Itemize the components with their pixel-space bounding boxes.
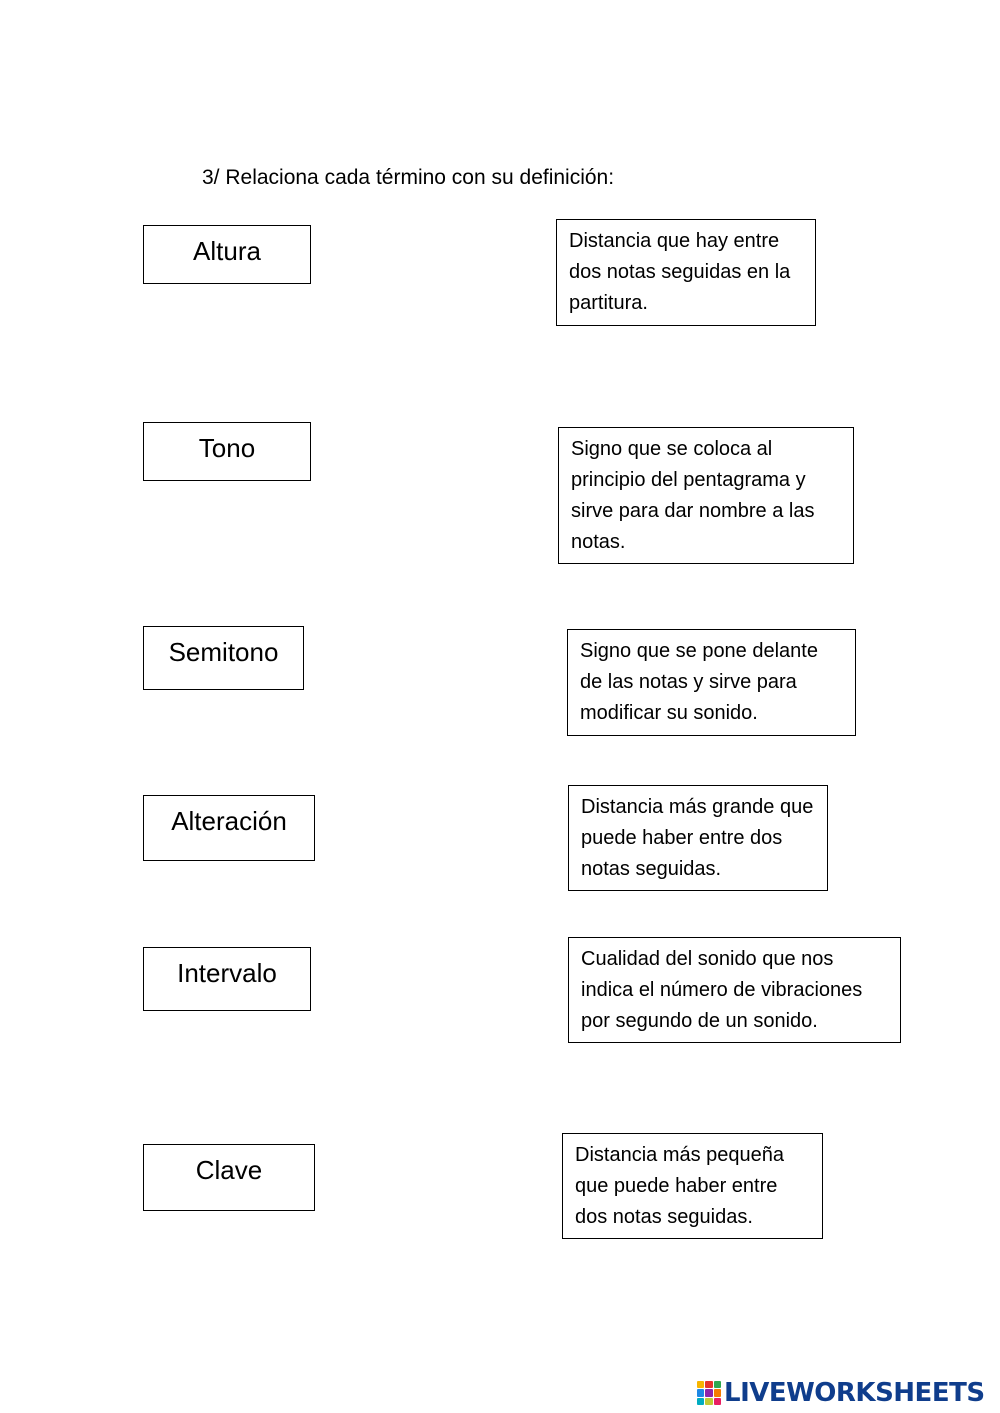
logo-icon-cell (697, 1398, 704, 1405)
logo-text: LIVEWORKSHEETS (724, 1378, 985, 1408)
logo-icon-cell (697, 1381, 704, 1388)
liveworksheets-logo (697, 1376, 985, 1410)
definition-box-distancia-mas-grande[interactable]: Distancia más grande que puede haber entre dos notas seguidas. (568, 785, 828, 891)
logo-icon-cell (714, 1398, 721, 1405)
logo-icon-cell (705, 1381, 712, 1388)
term-box-alteracion[interactable]: Alteración (143, 795, 315, 861)
logo-icon-cell (697, 1389, 704, 1396)
term-box-tono[interactable]: Tono (143, 422, 311, 481)
definition-box-distancia-entre-notas[interactable]: Distancia que hay entre dos notas seguidas en la partitura. (556, 219, 816, 326)
logo-icon-cell (705, 1389, 712, 1396)
instruction-text: 3/ Relaciona cada término con su definición: (202, 166, 615, 189)
term-box-semitono[interactable]: Semitono (143, 626, 304, 690)
term-box-clave[interactable]: Clave (143, 1144, 315, 1211)
definition-box-signo-principio-pentagrama[interactable]: Signo que se coloca al principio del pentagrama y sirve para dar nombre a las notas. (558, 427, 854, 564)
term-box-altura[interactable]: Altura (143, 225, 311, 284)
term-box-intervalo[interactable]: Intervalo (143, 947, 311, 1011)
logo-icon-cell (714, 1389, 721, 1396)
logo-icon-cell (705, 1398, 712, 1405)
logo-icon-cell (714, 1381, 721, 1388)
definition-box-signo-delante-notas[interactable]: Signo que se pone delante de las notas y sirve para modificar su sonido. (567, 629, 856, 736)
definition-box-cualidad-sonido[interactable]: Cualidad del sonido que nos indica el número de vibraciones por segundo de un sonido. (568, 937, 901, 1043)
definition-box-distancia-mas-pequena[interactable]: Distancia más pequeña que puede haber entre dos notas seguidas. (562, 1133, 823, 1239)
liveworksheets-grid-icon (697, 1381, 721, 1405)
